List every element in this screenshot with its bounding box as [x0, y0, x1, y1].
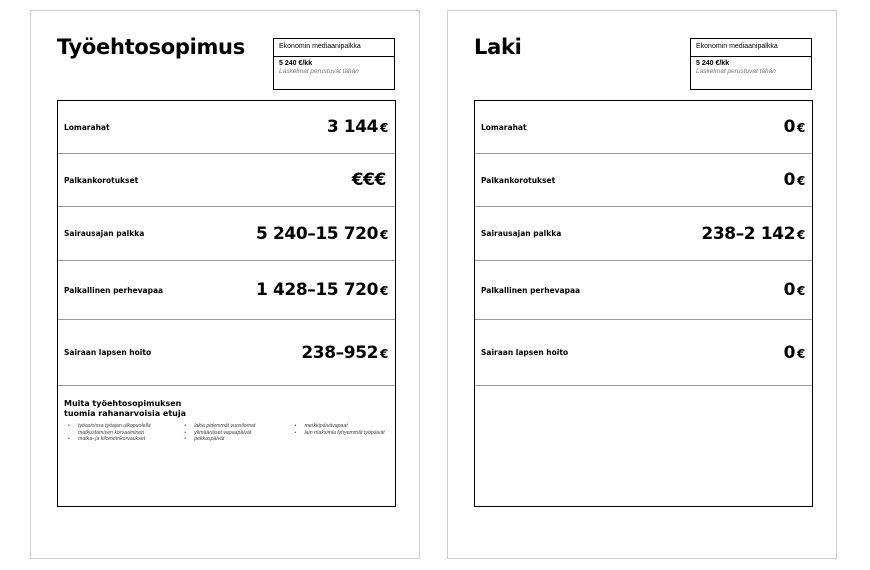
- median-salary-label: Ekonomin mediaanipalkka: [274, 39, 394, 57]
- table-row: [58, 101, 395, 154]
- page-title: Laki: [474, 35, 522, 59]
- page-collective-agreement: [30, 10, 420, 559]
- row-value: 0 €: [783, 280, 805, 300]
- page-title: Työehtosopimus: [57, 35, 245, 59]
- other-benefits-section: [64, 399, 389, 443]
- list-item: • merkkipäivävapaat: [291, 423, 389, 430]
- row-value: 0 €: [783, 342, 805, 363]
- row-label: Palkallinen perhevapaa: [481, 285, 581, 295]
- median-salary-value: 5 240 €/kk: [696, 60, 730, 67]
- row-label: Palkallinen perhevapaa: [64, 285, 164, 295]
- table-row: [475, 207, 812, 261]
- row-value: €€€: [351, 170, 386, 190]
- row-value: 1 428–15 720 €: [256, 280, 388, 300]
- row-label: Palkankorotukset: [481, 175, 556, 185]
- median-salary-note: Laskelmat perustuvat tähän: [696, 68, 776, 75]
- table-row: [475, 154, 812, 207]
- row-value: 238–952 €: [301, 342, 388, 363]
- median-salary-value: 5 240 €/kk: [279, 60, 313, 67]
- benefits-table: [57, 100, 396, 507]
- other-benefits-title: Muita työehtosopimuksen tuomia rahanarvoisia etuja: [64, 399, 186, 418]
- table-row: [58, 154, 395, 207]
- table-row: [58, 261, 395, 320]
- row-label: Lomarahat: [64, 122, 110, 132]
- table-row: [475, 261, 812, 320]
- median-salary-note: Laskelmat perustuvat tähän: [279, 68, 359, 75]
- median-salary-box: [273, 38, 395, 90]
- list-item: • pekkaspäivät: [180, 436, 290, 443]
- row-value: 0 €: [783, 170, 805, 190]
- row-label: Sairaan lapsen hoito: [64, 348, 152, 357]
- list-item: • lain maksimia lyhyemmät työpäivät: [291, 430, 389, 437]
- row-label: Sairaan lapsen hoito: [481, 348, 569, 357]
- list-item: • lakia pidemmät vuosilomat: [180, 423, 290, 430]
- row-label: Palkankorotukset: [64, 175, 139, 185]
- list-item: • matka- ja kilometrikorvaukset: [64, 436, 180, 443]
- table-row: [58, 207, 395, 261]
- table-row: [475, 320, 812, 386]
- list-item: • työasioissa työajan ulkopuolella matkustamisen korvaaminen: [64, 423, 180, 436]
- other-benefits-list: [64, 423, 389, 443]
- row-label: Lomarahat: [481, 122, 527, 132]
- list-item: • ylimääräiset vapaapäivät: [180, 430, 290, 437]
- row-value: 0 €: [783, 117, 805, 137]
- row-value: 5 240–15 720 €: [256, 223, 388, 244]
- table-row: [58, 320, 395, 386]
- row-label: Sairausajan palkka: [481, 229, 562, 238]
- median-salary-label: Ekonomin mediaanipalkka: [691, 39, 811, 57]
- benefits-table: [474, 100, 813, 507]
- median-salary-box: [690, 38, 812, 90]
- row-value: 3 144 €: [326, 117, 388, 137]
- row-label: Sairausajan palkka: [64, 229, 145, 238]
- row-value: 238–2 142 €: [701, 223, 805, 244]
- table-row: [475, 101, 812, 154]
- page-law: [447, 10, 837, 559]
